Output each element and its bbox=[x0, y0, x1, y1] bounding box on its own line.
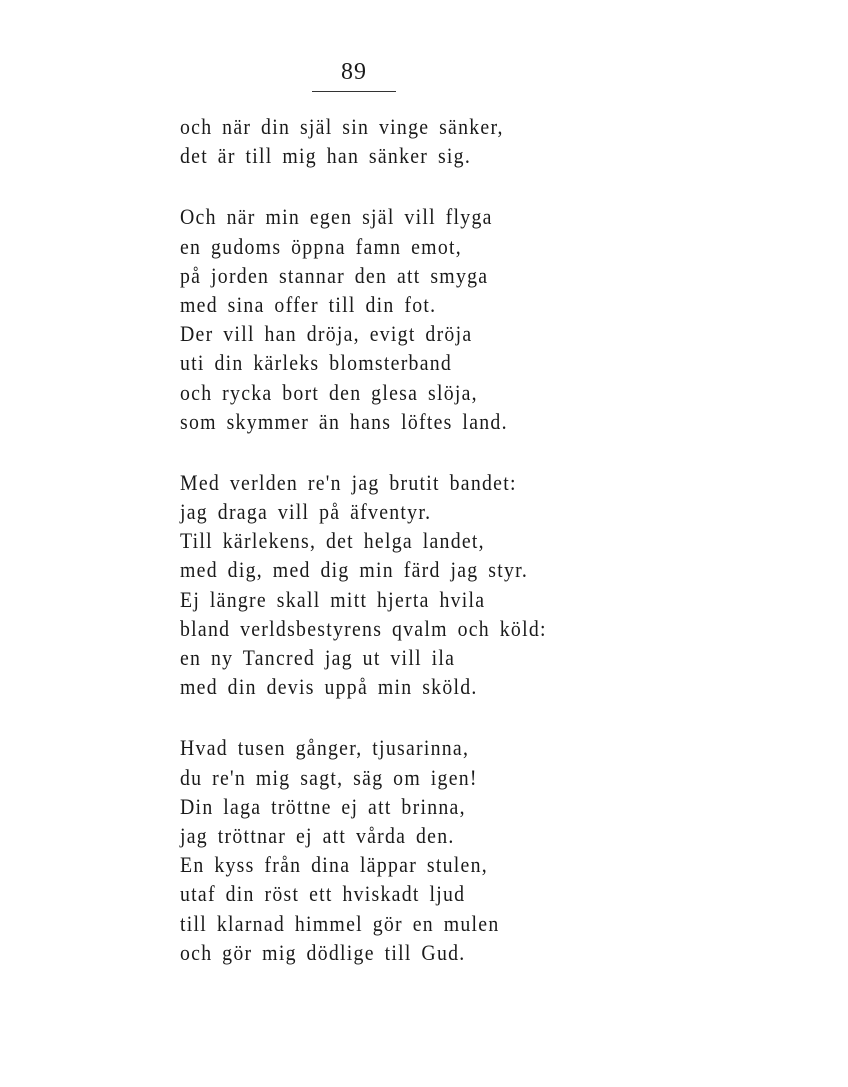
stanza-4 bbox=[180, 733, 700, 967]
poem-line: uti din kärleks blomsterband bbox=[180, 350, 453, 376]
poem-line: utaf din röst ett hviskadt ljud bbox=[180, 881, 466, 907]
poem-line: det är till mig han sänker sig. bbox=[180, 143, 472, 169]
poem-line: Der vill han dröja, evigt dröja bbox=[180, 321, 473, 347]
poem-line: på jorden stannar den att smyga bbox=[180, 262, 489, 288]
poem-line: som skymmer än hans löftes land. bbox=[180, 408, 508, 434]
poem-line: Till kärlekens, det helga landet, bbox=[180, 528, 485, 554]
poem-line: med dig, med dig min färd jag styr. bbox=[180, 557, 529, 583]
poem-line: Och när min egen själ vill flyga bbox=[180, 204, 493, 230]
poem-line: Din laga tröttne ej att brinna, bbox=[180, 793, 466, 819]
poem-line: Hvad tusen gånger, tjusarinna, bbox=[180, 735, 470, 761]
poem-line: en ny Tancred jag ut vill ila bbox=[180, 645, 456, 670]
stanza-3 bbox=[180, 468, 700, 702]
poem-line: Ej längre skall mitt hjerta hvila bbox=[180, 586, 486, 612]
poem-line: En kyss från dina läppar stulen, bbox=[180, 852, 488, 878]
poem-line: bland verldsbestyrens qvalm och köld: bbox=[180, 615, 547, 641]
poem-line: en gudoms öppna famn emot, bbox=[180, 233, 462, 259]
poem-line: jag tröttnar ej att vårda den. bbox=[180, 822, 455, 848]
poem-line: och när din själ sin vinge sänker, bbox=[180, 114, 504, 139]
poem bbox=[180, 112, 700, 999]
poem-line: med din devis uppå min sköld. bbox=[180, 674, 478, 700]
poem-line: och gör mig dödlige till Gud. bbox=[180, 939, 466, 965]
poem-line: du re'n mig sagt, säg om igen! bbox=[180, 764, 478, 790]
poem-line: Med verlden re'n jag brutit bandet: bbox=[180, 469, 517, 495]
stanza-2 bbox=[180, 202, 700, 436]
poem-line: till klarnad himmel gör en mulen bbox=[180, 910, 500, 936]
stanza-1 bbox=[180, 112, 700, 170]
page-number-rule bbox=[312, 91, 396, 92]
poem-line: med sina offer till din fot. bbox=[180, 291, 437, 317]
poem-line: och rycka bort den glesa slöja, bbox=[180, 379, 478, 405]
poem-line: jag draga vill på äfventyr. bbox=[180, 499, 432, 525]
page-number: 89 bbox=[341, 59, 367, 85]
